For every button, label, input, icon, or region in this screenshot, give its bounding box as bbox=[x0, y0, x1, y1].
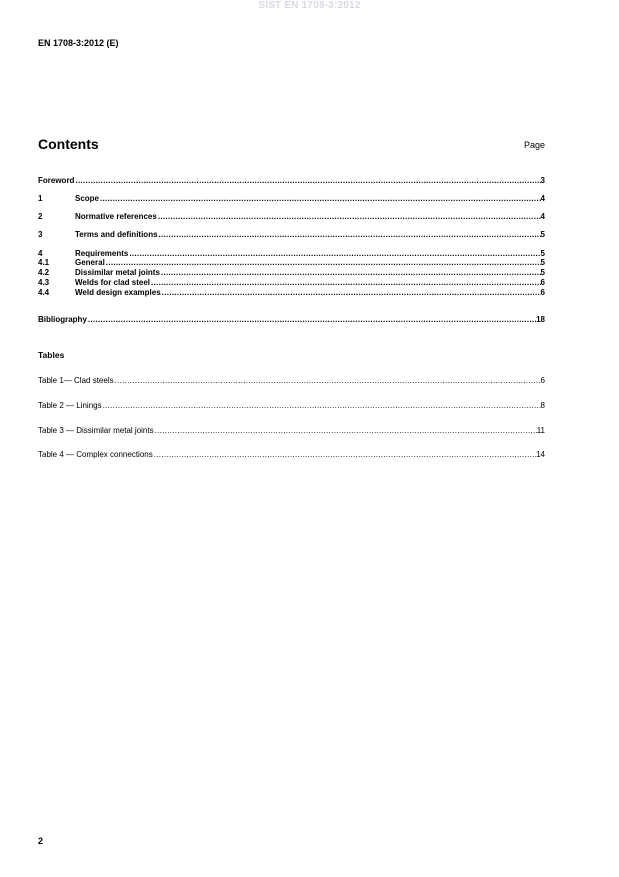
toc-entry-number: 2 bbox=[38, 212, 43, 221]
table-list-entry-4[interactable] bbox=[38, 450, 545, 460]
table-list-entry-2[interactable] bbox=[38, 401, 545, 411]
toc-entry-number: 4.2 bbox=[38, 268, 50, 277]
toc-entry-general[interactable] bbox=[38, 258, 545, 268]
tables-heading: Tables bbox=[38, 350, 65, 360]
toc-dot-leader bbox=[161, 288, 541, 298]
toc-entry-title: Welds for clad steel bbox=[75, 278, 150, 287]
toc-entry-page: 6 bbox=[540, 288, 545, 297]
toc-entry-page: 5 bbox=[540, 230, 545, 239]
watermark: SIST EN 1708-3:2012 bbox=[258, 0, 361, 11]
toc-dot-leader bbox=[87, 315, 536, 325]
table-entry-title: Table 2 — Linings bbox=[38, 401, 102, 410]
toc-dot-leader bbox=[153, 450, 536, 460]
toc-dot-leader bbox=[99, 194, 541, 204]
toc-entry-page: 5 bbox=[540, 268, 545, 277]
contents-heading: Contents bbox=[38, 136, 99, 152]
toc-entry-foreword[interactable] bbox=[38, 176, 545, 186]
table-entry-title: Table 1— Clad steels bbox=[38, 376, 114, 385]
toc-dot-leader bbox=[157, 212, 541, 222]
toc-entry-title: Bibliography bbox=[38, 315, 87, 324]
table-entry-page: 14 bbox=[536, 450, 545, 459]
toc-entry-number: 4.1 bbox=[38, 258, 50, 267]
table-list-entry-3[interactable] bbox=[38, 426, 545, 436]
toc-entry-number: 4.4 bbox=[38, 288, 50, 297]
toc-entry-page: 5 bbox=[540, 258, 545, 267]
toc-dot-leader bbox=[102, 401, 541, 411]
toc-entry-page: 18 bbox=[536, 315, 545, 324]
toc-entry-terms-and-definitions[interactable] bbox=[38, 230, 545, 240]
toc-entry-bibliography[interactable] bbox=[38, 315, 545, 325]
toc-dot-leader bbox=[114, 376, 541, 386]
toc-entry-page: 4 bbox=[540, 212, 545, 221]
toc-dot-leader bbox=[150, 278, 541, 288]
toc-entry-title: Dissimilar metal joints bbox=[75, 268, 160, 277]
toc-entry-page: 4 bbox=[540, 194, 545, 203]
toc-entry-page: 5 bbox=[540, 249, 545, 258]
toc-entry-weld-design-examples[interactable] bbox=[38, 288, 545, 298]
page-column-label: Page bbox=[523, 140, 545, 150]
toc-entry-title: Terms and definitions bbox=[75, 230, 158, 239]
table-list-entry-1[interactable] bbox=[38, 376, 545, 386]
table-entry-page: 11 bbox=[536, 426, 545, 435]
document-id: EN 1708-3:2012 (E) bbox=[38, 38, 119, 48]
table-entry-title: Table 4 — Complex connections bbox=[38, 450, 153, 459]
toc-entry-dissimilar-metal-joints[interactable] bbox=[38, 268, 545, 278]
toc-entry-title: Foreword bbox=[38, 176, 75, 185]
toc-entry-title: Requirements bbox=[75, 249, 129, 258]
table-entry-page: 6 bbox=[540, 376, 545, 385]
toc-dot-leader bbox=[74, 176, 540, 186]
toc-dot-leader bbox=[160, 268, 541, 278]
table-entry-page: 8 bbox=[540, 401, 545, 410]
table-entry-title: Table 3 — Dissimilar metal joints bbox=[38, 426, 154, 435]
page-number: 2 bbox=[38, 836, 44, 846]
toc-entry-number: 3 bbox=[38, 230, 43, 239]
toc-entry-normative-references[interactable] bbox=[38, 212, 545, 222]
toc-entry-page: 3 bbox=[540, 176, 545, 185]
toc-entry-number: 4.3 bbox=[38, 278, 50, 287]
toc-entry-number: 1 bbox=[38, 194, 43, 203]
toc-dot-leader bbox=[105, 258, 541, 268]
toc-dot-leader bbox=[154, 426, 537, 436]
toc-entry-title: Scope bbox=[75, 194, 100, 203]
toc-dot-leader bbox=[158, 230, 541, 240]
toc-entry-title: General bbox=[75, 258, 105, 267]
toc-entry-welds-for-clad-steel[interactable] bbox=[38, 278, 545, 288]
toc-entry-scope[interactable] bbox=[38, 194, 545, 204]
toc-entry-number: 4 bbox=[38, 249, 43, 258]
toc-entry-title: Normative references bbox=[75, 212, 157, 221]
toc-entry-title: Weld design examples bbox=[75, 288, 161, 297]
toc-entry-page: 6 bbox=[540, 278, 545, 287]
